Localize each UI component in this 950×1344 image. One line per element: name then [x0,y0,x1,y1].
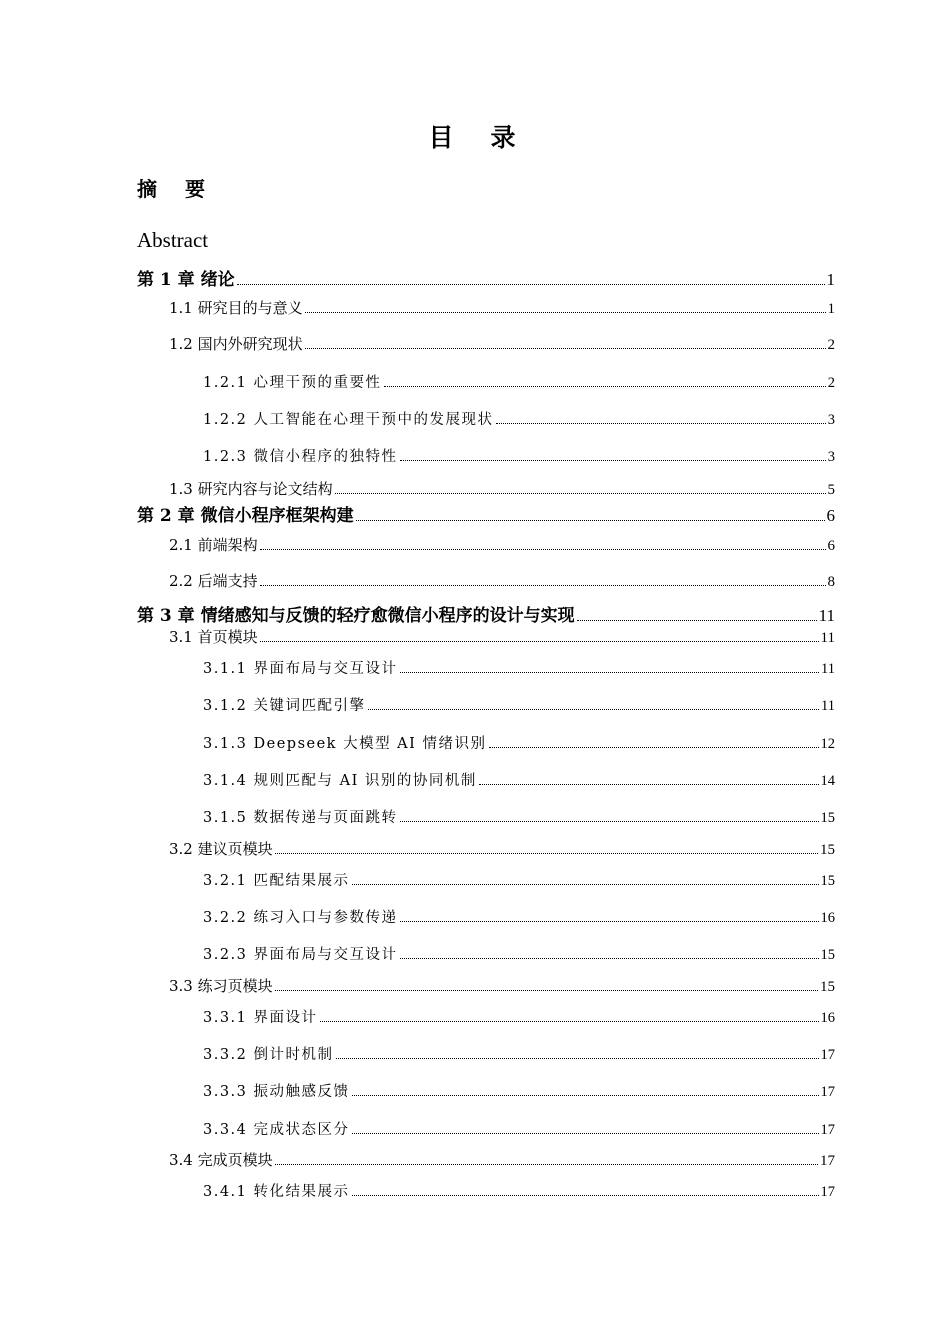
toc-entry[interactable] [203,371,835,392]
toc-entry-page: 5 [827,482,835,498]
toc-entry-page: 15 [820,810,835,826]
toc-entry[interactable] [203,906,835,927]
toc-leader [368,709,820,710]
toc-entry[interactable] [203,806,835,827]
toc-entry[interactable] [203,1180,835,1201]
toc-leader [356,520,825,521]
toc-leader [260,549,826,550]
toc-leader [275,853,818,854]
toc-entry-text: 3.3.1 界面设计 [203,1010,318,1026]
toc-entry-text: 1.2.1 心理干预的重要性 [203,375,382,391]
toc-entry-page: 17 [820,1084,835,1100]
toc-entry-page: 11 [820,630,835,646]
toc-entry-text: 1.3 研究内容与论文结构 [169,480,333,498]
toc-entry-page: 14 [820,773,835,789]
toc-leader [400,672,820,673]
toc-entry[interactable] [169,534,835,555]
toc-leader [489,747,819,748]
toc-entry-text: 3.3.3 振动触感反馈 [203,1084,350,1100]
toc-entry-page: 1 [826,270,835,289]
toc-entry-page: 17 [820,1047,835,1063]
toc-entry-page: 11 [818,606,835,625]
toc-entry-text: 3.1.2 关键词匹配引擎 [203,698,366,714]
toc-entry[interactable] [203,445,835,466]
toc-leader [305,312,826,313]
toc-entry[interactable] [203,869,835,890]
abstract-en-heading: Abstract [137,228,209,252]
toc-entry[interactable] [169,297,835,318]
toc-entry-page: 3 [827,412,835,428]
toc-leader [260,641,819,642]
toc-entry-text: 2.1 前端架构 [169,536,258,554]
toc-entry[interactable] [203,1006,835,1027]
toc-entry-text: 1.1 研究目的与意义 [169,299,303,317]
toc-entry-text: 3.1.5 数据传递与页面跳转 [203,810,398,826]
toc-leader [352,1195,819,1196]
toc-entry[interactable] [203,732,835,753]
toc-entry-text: 第 1 章 绪论 [137,270,235,290]
toc-entry-page: 17 [820,1122,835,1138]
toc-entry-page: 11 [821,661,835,677]
page-title: 目 录 [428,123,522,152]
toc-entry-page: 15 [820,842,835,858]
toc-leader [336,1058,819,1059]
toc-leader [237,284,825,285]
toc-leader [400,821,819,822]
toc-entry-page: 15 [820,873,835,889]
toc-entry-page: 8 [827,574,835,590]
toc-leader [275,990,818,991]
toc-entry[interactable] [169,478,835,499]
toc-entry-text: 3.4.1 转化结果展示 [203,1184,350,1200]
toc-leader [577,620,817,621]
toc-entry[interactable] [203,943,835,964]
toc-entry[interactable] [203,657,835,678]
toc-entry[interactable] [203,408,835,429]
toc-entry-text: 3.1 首页模块 [169,628,258,646]
toc-entry-text: 1.2 国内外研究现状 [169,335,303,353]
toc-entry[interactable] [203,1080,835,1101]
toc-leader [260,585,826,586]
toc-entry-text: 3.3.2 倒计时机制 [203,1047,334,1063]
toc-entry-text: 1.2.3 微信小程序的独特性 [203,449,398,465]
toc-entry[interactable] [169,570,835,591]
toc-entry-text: 1.2.2 人工智能在心理干预中的发展现状 [203,412,494,428]
toc-entry-page: 15 [820,979,835,995]
toc-entry-text: 3.2.3 界面布局与交互设计 [203,947,398,963]
toc-entry-page: 2 [827,375,835,391]
toc-leader [400,460,826,461]
toc-entry-page: 15 [820,947,835,963]
toc-entry[interactable] [169,626,835,647]
toc-leader [479,784,819,785]
toc-entry-page: 12 [820,736,835,752]
toc-entry[interactable] [203,1118,835,1139]
toc-entry-page: 6 [826,506,835,525]
toc-entry-text: 3.1.1 界面布局与交互设计 [203,661,398,677]
toc-leader [320,1021,819,1022]
toc-entry-text: 第 3 章 情绪感知与反馈的轻疗愈微信小程序的设计与实现 [137,606,575,626]
toc-entry-text: 第 2 章 微信小程序框架构建 [137,506,354,526]
toc-entry-page: 11 [821,698,835,714]
toc-entry-text: 3.2.1 匹配结果展示 [203,873,350,889]
toc-entry-text: 3.2 建议页模块 [169,840,273,858]
toc-entry-text: 3.2.2 练习入口与参数传递 [203,910,398,926]
toc-leader [352,1095,819,1096]
toc-entry-text: 3.1.3 Deepseek 大模型 AI 情绪识别 [203,736,487,752]
toc-entry[interactable] [137,265,835,290]
toc-entry-page: 2 [827,337,835,353]
toc-leader [496,423,826,424]
toc-entry-text: 2.2 后端支持 [169,572,258,590]
abstract-zh-heading: 摘 要 [137,177,209,201]
toc-entry-page: 17 [820,1184,835,1200]
toc-leader [400,958,819,959]
toc-entry-text: 3.3.4 完成状态区分 [203,1122,350,1138]
toc-leader [384,386,826,387]
toc-entry-text: 3.4 完成页模块 [169,1151,273,1169]
toc-entry-text: 3.3 练习页模块 [169,977,273,995]
toc-entry-page: 6 [827,538,835,554]
toc-entry[interactable] [203,769,835,790]
toc-entry[interactable] [203,1043,835,1064]
toc-leader [352,1133,819,1134]
toc-leader [400,921,819,922]
toc-entry[interactable] [169,838,835,859]
toc-leader [335,493,826,494]
toc-leader [275,1164,818,1165]
toc-entry-page: 16 [820,1010,835,1026]
toc-entry-page: 3 [827,449,835,465]
toc-entry-page: 1 [827,301,835,317]
toc-entry[interactable] [137,501,835,526]
toc-entry[interactable] [169,333,835,354]
toc-leader [352,884,819,885]
toc-entry[interactable] [137,601,835,626]
toc-leader [305,348,826,349]
toc-entry-page: 17 [820,1153,835,1169]
toc-entry-page: 16 [820,910,835,926]
toc-entry[interactable] [169,975,835,996]
toc-entry[interactable] [169,1149,835,1170]
toc-entry-text: 3.1.4 规则匹配与 AI 识别的协同机制 [203,773,477,789]
toc-entry[interactable] [203,694,835,715]
